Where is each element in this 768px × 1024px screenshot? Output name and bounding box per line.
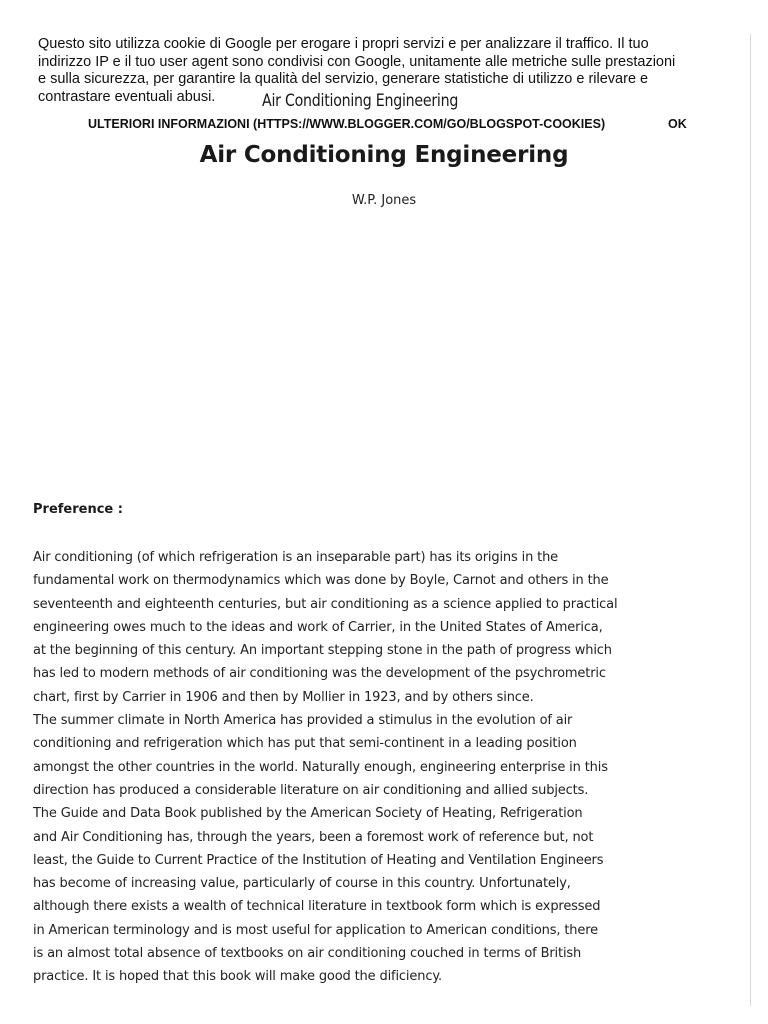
body-line: least, the Guide to Current Practice of the Institution of Heating and Ventilation Engineers	[33, 852, 604, 868]
body-line: although there exists a wealth of technical literature in textbook form which is expressed	[33, 899, 601, 915]
body-line: The summer climate in North America has provided a stimulus in the evolution of air	[33, 713, 573, 729]
body-line: has led to modern methods of air conditioning was the development of the psychrometric	[33, 666, 606, 682]
body-line: fundamental work on thermodynamics which was done by Boyle, Carnot and others in the	[33, 573, 609, 589]
body-line: has become of increasing value, particularly of course in this country. Unfortunately,	[33, 876, 571, 892]
body-line: chart, first by Carrier in 1906 and then by Mollier in 1923, and by others since.	[33, 689, 534, 705]
cookie-banner-line: e sulla sicurezza, per garantire la qualità del servizio, generare statistiche di utilizzo e rilevare e	[38, 71, 649, 87]
body-line: seventeenth and eighteenth centuries, but air conditioning as a science applied to practical	[33, 596, 618, 612]
cookie-banner-line: Questo sito utilizza cookie di Google per erogare i propri servizi e per analizzare il traffico. Il tuo	[38, 36, 649, 52]
body-line: and Air Conditioning has, through the years, been a foremost work of reference but, not	[33, 829, 594, 845]
document-author: W.P. Jones	[351, 193, 417, 208]
header-title: Air Conditioning Engineering	[262, 91, 459, 110]
body-line: conditioning and refrigeration which has put that semi-continent in a leading position	[33, 736, 577, 752]
cookie-banner-line: contrastare eventuali abusi.	[38, 88, 216, 105]
body-line: in American terminology and is most useful for application to American conditions, there	[33, 922, 598, 938]
more-info-link[interactable]: ULTERIORI INFORMAZIONI (HTTPS://WWW.BLOGGER.COM/GO/BLOGSPOT-COOKIES)	[88, 117, 606, 131]
body-line: practice. It is hoped that this book will make good the dificiency.	[33, 969, 442, 985]
body-line: The Guide and Data Book published by the American Society of Heating, Refrigeration	[33, 806, 583, 822]
body-line: at the beginning of this century. An important stepping stone in the path of progress which	[33, 643, 612, 659]
body-line: Air conditioning (of which refrigeration is an inseparable part) has its origins in the	[33, 550, 559, 565]
cookie-banner-actions	[88, 117, 687, 131]
cookie-banner-line: indirizzo IP e il tuo user agent sono condivisi con Google, unitamente alle metriche sulle prestazioni	[38, 53, 676, 70]
preface-body	[33, 546, 723, 989]
ok-button[interactable]: OK	[668, 117, 687, 131]
body-line: amongst the other countries in the world. Naturally enough, engineering enterprise in this	[33, 759, 608, 775]
document-title: Air Conditioning Engineering	[199, 142, 569, 168]
body-line: is an almost total absence of textbooks on air conditioning couched in terms of British	[33, 946, 582, 962]
scrollbar-track[interactable]	[750, 34, 751, 1006]
preface-heading: Preference :	[33, 502, 123, 517]
body-line: direction has produced a considerable literature on air conditioning and allied subjects.	[33, 782, 589, 798]
body-line: engineering owes much to the ideas and work of Carrier, in the United States of America,	[33, 619, 603, 635]
